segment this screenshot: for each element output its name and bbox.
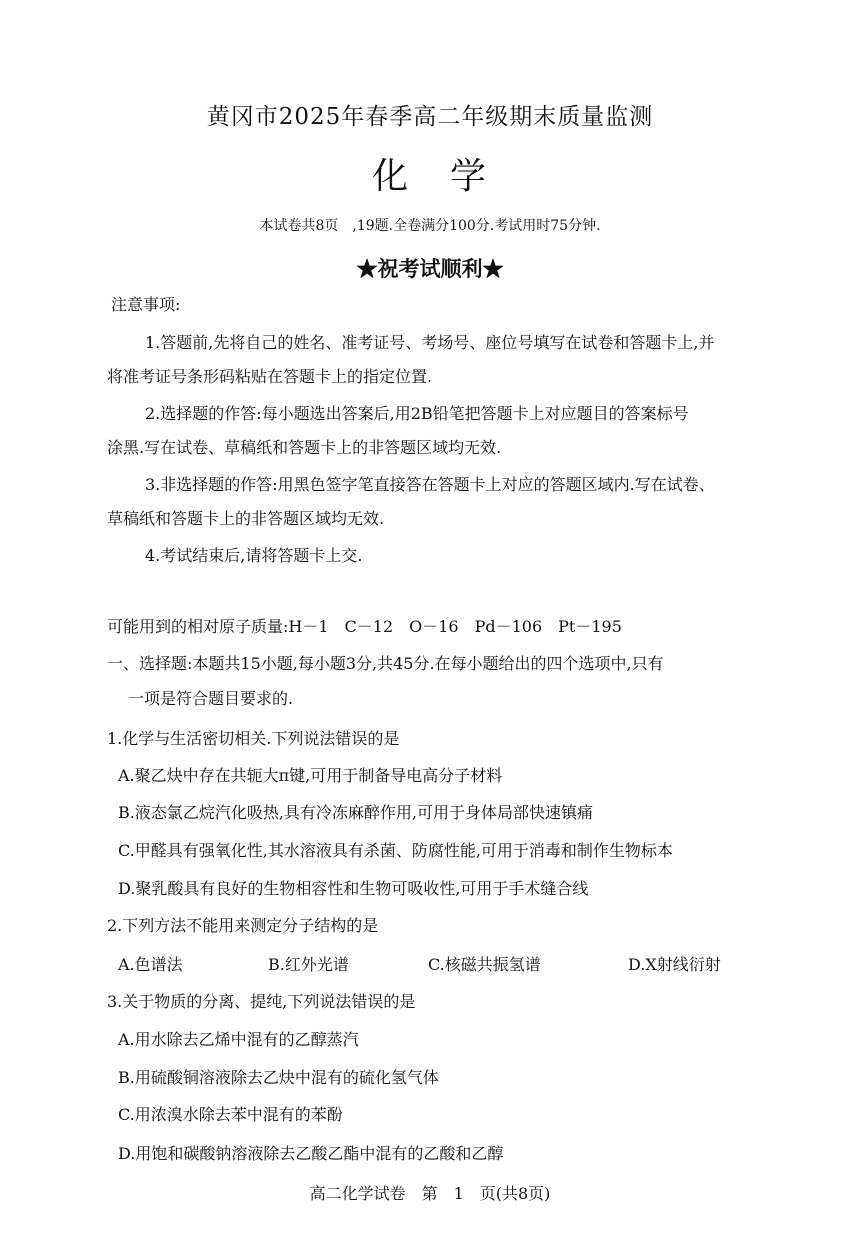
question-1-option-c: C.甲醛具有强氧化性,其水溶液具有杀菌、防腐性能,可用于消毒和制作生物标本 — [118, 841, 673, 860]
question-2-option-d: D.X射线衍射 — [628, 955, 721, 974]
question-2-option-a: A.色谱法 — [118, 955, 183, 974]
question-3-option-d: D.用饱和碳酸钠溶液除去乙酸乙酯中混有的乙酸和乙醇 — [118, 1144, 504, 1163]
question-3-stem: 3.关于物质的分离、提纯,下列说法错误的是 — [107, 992, 416, 1011]
question-1-option-a: A.聚乙炔中存在共轭大π键,可用于制备导电高分子材料 — [118, 766, 503, 785]
page-footer: 高二化学试卷 第 1 页(共8页) — [309, 1184, 551, 1203]
question-2-option-b: B.红外光谱 — [268, 955, 349, 974]
exam-title: 黄冈市2025年春季高二年级期末质量监测 — [206, 104, 654, 130]
question-3-option-c: C.用浓溴水除去苯中混有的苯酚 — [118, 1105, 343, 1124]
question-2-option-c: C.核磁共振氢谱 — [428, 955, 541, 974]
exam-info: 本试卷共8页 ,19题.全卷满分100分.考试用时75分钟. — [259, 218, 601, 234]
subject-title: 化学 — [371, 156, 528, 197]
question-2-stem: 2.下列方法不能用来测定分子结构的是 — [107, 916, 379, 935]
good-luck-banner: ★祝考试顺利★ — [356, 256, 504, 281]
notice-item-3-line-1: 3.非选择题的作答:用黑色签字笔直接答在答题卡上对应的答题区域内.写在试卷、 — [145, 475, 715, 494]
section-1-heading-line-2: 一项是符合题目要求的. — [128, 689, 294, 708]
atomic-mass-line: 可能用到的相对原子质量:H－1 C－12 O－16 Pd－106 Pt－195 — [107, 617, 622, 636]
notice-item-4: 4.考试结束后,请将答题卡上交. — [145, 546, 363, 565]
notice-item-3-line-2: 草稿纸和答题卡上的非答题区域均无效. — [107, 509, 385, 528]
section-1-heading-line-1: 一、选择题:本题共15小题,每小题3分,共45分.在每小题给出的四个选项中,只有 — [107, 654, 664, 673]
notice-heading: 注意事项: — [111, 295, 181, 314]
question-1-stem: 1.化学与生活密切相关.下列说法错误的是 — [107, 729, 400, 748]
question-3-option-b: B.用硫酸铜溶液除去乙炔中混有的硫化氢气体 — [118, 1068, 439, 1087]
notice-item-1-line-1: 1.答题前,先将自己的姓名、准考证号、考场号、座位号填写在试卷和答题卡上,并 — [145, 333, 715, 352]
notice-item-2-line-2: 涂黑.写在试卷、草稿纸和答题卡上的非答题区域均无效. — [107, 438, 502, 457]
question-3-option-a: A.用水除去乙烯中混有的乙醇蒸汽 — [118, 1030, 359, 1049]
question-1-option-d: D.聚乳酸具有良好的生物相容性和生物可吸收性,可用于手术缝合线 — [118, 879, 589, 898]
notice-item-2-line-1: 2.选择题的作答:每小题选出答案后,用2B铅笔把答题卡上对应题目的答案标号 — [145, 404, 689, 423]
question-1-option-b: B.液态氯乙烷汽化吸热,具有冷冻麻醉作用,可用于身体局部快速镇痛 — [118, 803, 594, 822]
notice-item-1-line-2: 将准考证号条形码粘贴在答题卡上的指定位置. — [107, 367, 433, 386]
